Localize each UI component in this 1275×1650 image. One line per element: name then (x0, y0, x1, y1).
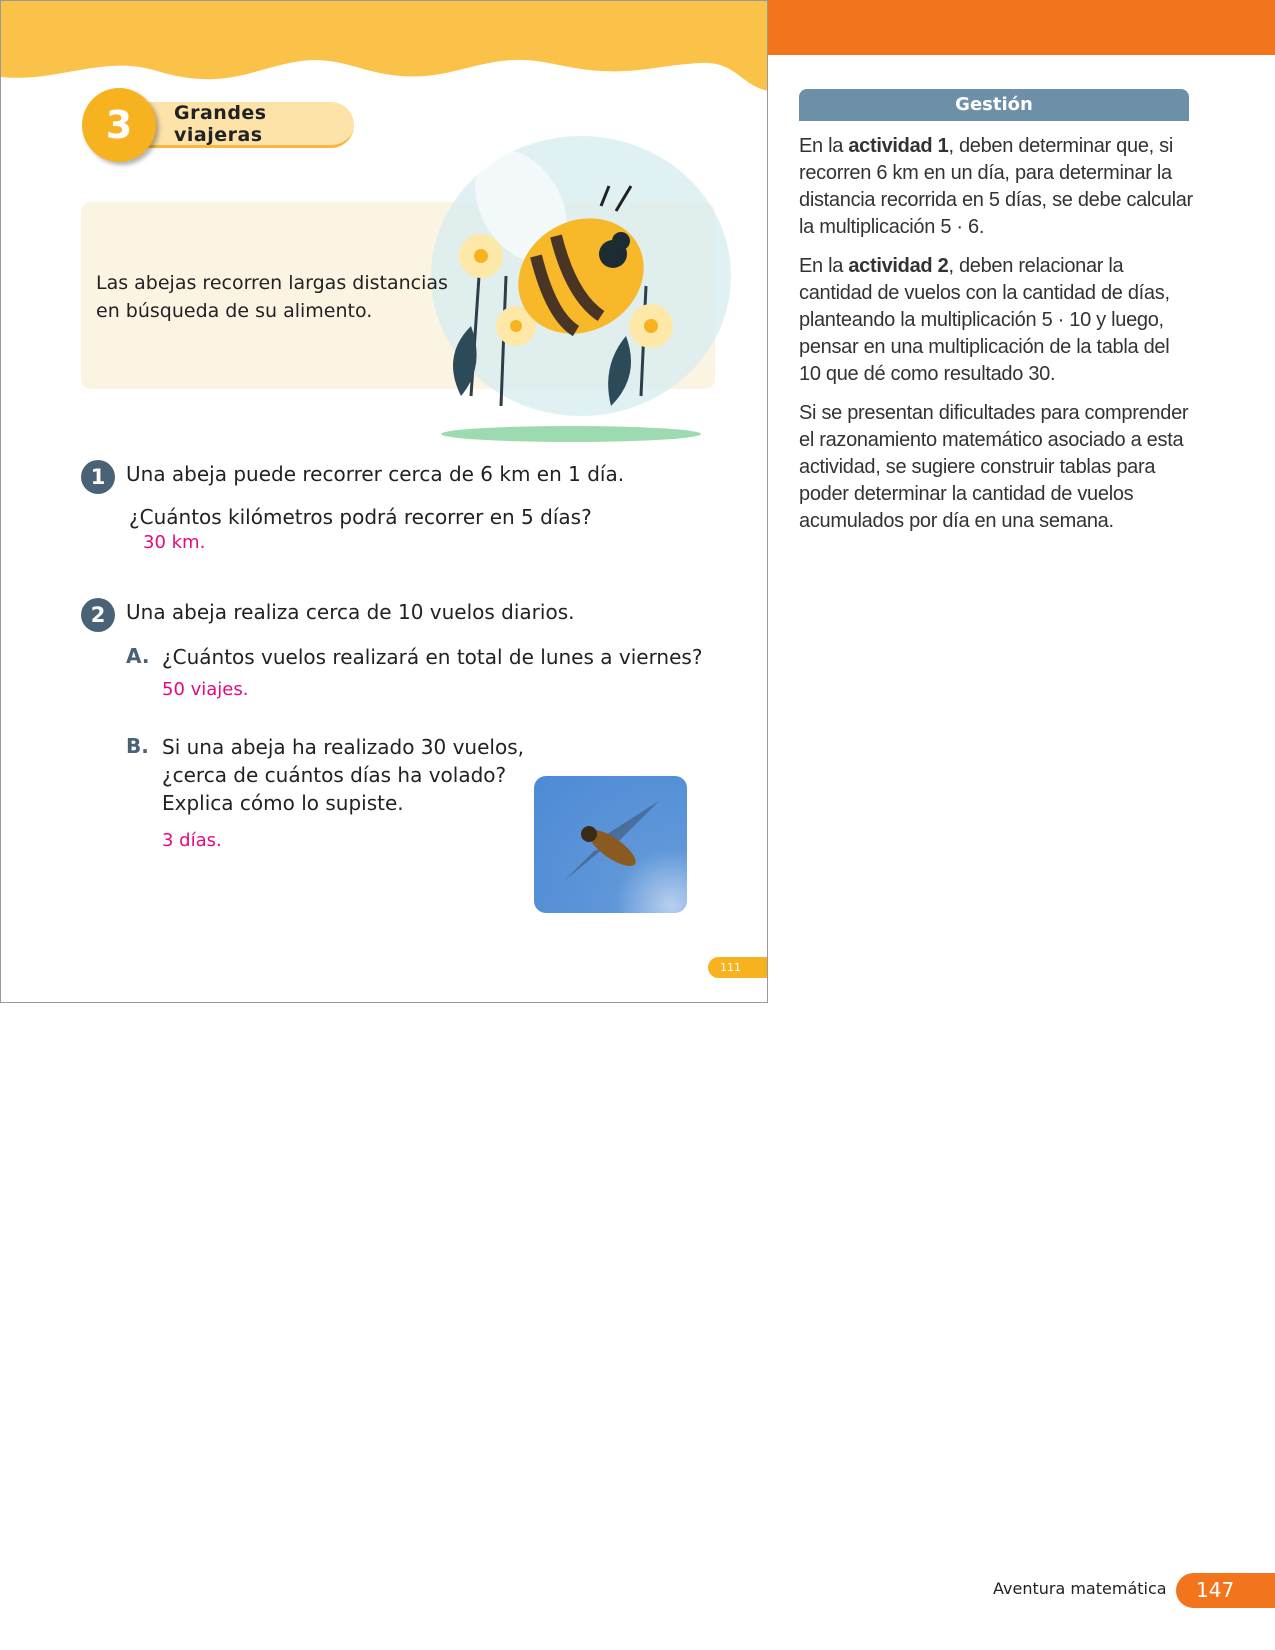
activity-1-statement: Una abeja puede recorrer cerca de 6 km en 1 día. (126, 462, 625, 486)
activity-2b-answer: 3 días. (162, 830, 222, 851)
guide-paragraph-2 (799, 253, 1194, 388)
guide-paragraph-1 (799, 133, 1194, 241)
activity-1-answer: 30 km. (143, 532, 206, 553)
activity-2-statement: Una abeja realiza cerca de 10 vuelos diarios. (126, 600, 575, 624)
header-wave (1, 1, 768, 96)
p2-bold: actividad 2 (848, 255, 949, 277)
p1-post: , deben determinar que, si recorren 6 km en un día, para determinar la distancia recorrida en 5 días, se debe calcular la multiplicación 5 · 6. (799, 135, 1193, 238)
lesson-number-badge: 3 (82, 88, 156, 162)
activity-2a-letter: A. (126, 644, 150, 668)
activity-1-question: ¿Cuántos kilómetros podrá recorrer en 5 días? (129, 505, 592, 529)
p1-bold: actividad 1 (848, 135, 949, 157)
p2-post: , deben relacionar la cantidad de vuelos con la cantidad de días, planteando la multiplicación 5 · 10 y luego, pensar en una multiplicación de la tabla del 10 que dé como resultado 30. (799, 255, 1170, 385)
student-page (0, 0, 768, 1003)
activity-2a-question: ¿Cuántos vuelos realizará en total de lunes a viernes? (162, 645, 703, 669)
activity-2b-letter: B. (126, 734, 149, 758)
guide-heading: Gestión (799, 89, 1189, 121)
activity-2-number: 2 (81, 598, 115, 632)
activity-2b-question-line3: Explica cómo lo supiste. (162, 791, 404, 815)
flying-bee-photo (534, 776, 687, 913)
lesson-title: Grandes viajeras (131, 102, 354, 148)
guide-paragraph-3: Si se presentan dificultades para comprender el razonamiento matemático asociado a esta actividad, se sugiere construir tablas para poder determinar la cantidad de vuelos acumulados por día en una semana. (799, 402, 1189, 532)
activity-2b-question-line1: Si una abeja ha realizado 30 vuelos, (162, 735, 524, 759)
header-band (768, 0, 1275, 55)
activity-2a-answer: 50 viajes. (162, 679, 249, 700)
footer-book-title: Aventura matemática (993, 1579, 1167, 1598)
intro-text: Las abejas recorren largas distancias en búsqueda de su alimento. (96, 272, 448, 322)
student-page-number: 111 (708, 957, 768, 978)
footer-page-number: 147 (1176, 1573, 1275, 1608)
activity-1-number: 1 (81, 460, 115, 494)
p2-pre: En la (799, 255, 849, 277)
activity-2b-question-line2: ¿cerca de cuántos días ha volado? (162, 763, 507, 787)
p1-pre: En la (799, 135, 849, 157)
